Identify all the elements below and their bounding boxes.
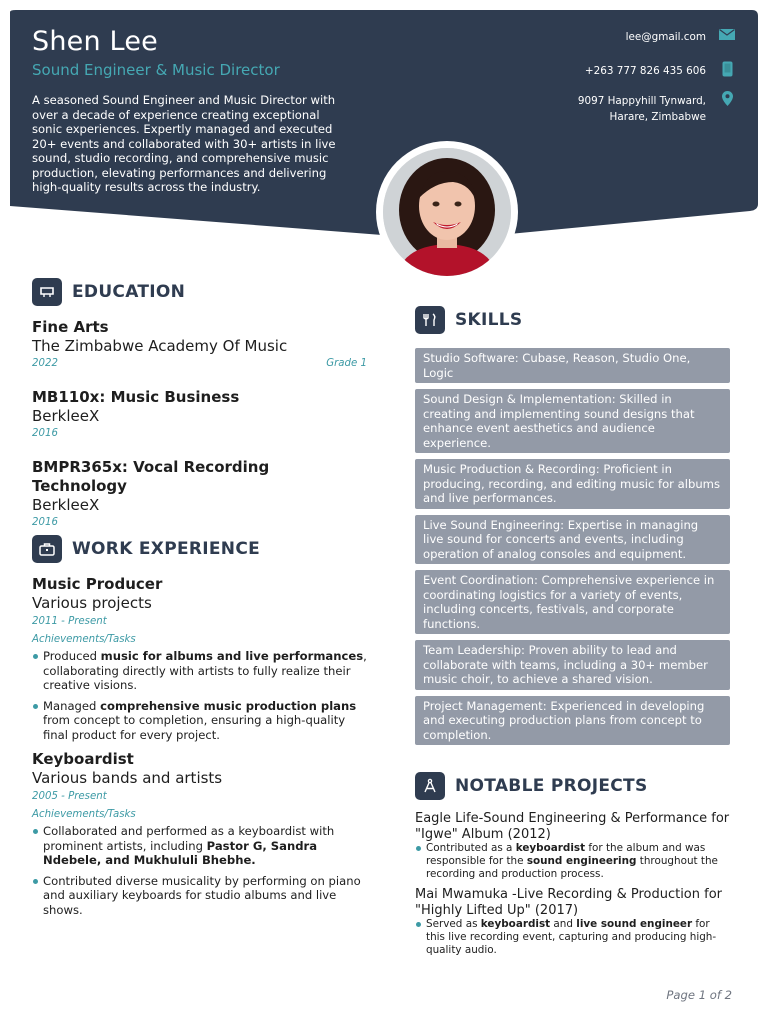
address-line-1: 9097 Happyhill Tynward,: [577, 94, 706, 107]
achievement-item: [32, 699, 367, 743]
bullet-text: throughout the recording and production process.: [426, 855, 718, 880]
job-entry: [32, 575, 367, 742]
education-year: 2016: [32, 428, 58, 439]
bullet-text: Managed: [43, 698, 101, 713]
skills-list: [415, 348, 730, 751]
briefcase-icon: [32, 535, 62, 563]
achievement-item: [32, 874, 367, 918]
bullet-text: for this live recording event, capturing and producing high-quality audio.: [426, 918, 717, 956]
contact-phone[interactable]: [585, 61, 736, 81]
institution-name: BerkleeX: [32, 496, 100, 514]
job-organization: Various bands and artists: [32, 769, 223, 787]
achievements-label: Achievements/Tasks: [32, 809, 136, 820]
compass-icon: [415, 772, 445, 800]
bullet-text: for the album and was responsible for the: [426, 842, 706, 867]
achievement-item: [32, 824, 367, 868]
project-entry: [415, 811, 730, 881]
bullet-text: and: [550, 918, 577, 930]
skill-tag: Team Leadership: Proven ability to lead and collaborate with teams, including a 30+ member music choir, to achieve a shared vision.: [415, 640, 730, 690]
education-grade: Grade 1: [326, 358, 367, 369]
skills-heading: [415, 306, 522, 334]
skill-tag: Music Production & Recording: Proficient in producing, recording, and editing music for albums and live performances.: [415, 459, 730, 509]
degree-name: BMPR365x: Vocal Recording Technology: [32, 458, 270, 495]
bullet-text: Produced: [43, 649, 101, 663]
degree-name: MB110x: Music Business: [32, 388, 240, 406]
bullet-text: Contributed diverse musicality by performing on piano and auxiliary keyboards for studio albums and live shows.: [43, 873, 361, 917]
project-bullet: [415, 918, 730, 957]
education-list: [32, 318, 367, 547]
skill-tag: Live Sound Engineering: Expertise in managing live sound for concerts and events, including operation of analog consoles and equipment.: [415, 515, 730, 565]
project-bullets: [415, 842, 730, 881]
job-entry: [32, 750, 367, 917]
address-line-2: Harare, Zimbabwe: [609, 111, 706, 123]
skill-tag: Studio Software: Cubase, Reason, Studio One, Logic: [415, 348, 730, 383]
contact-address: [578, 91, 736, 124]
project-entry: [415, 887, 730, 957]
profile-photo: [383, 148, 511, 276]
bullet-emphasis: keyboardist: [480, 918, 551, 930]
candidate-role: Sound Engineer & Music Director: [32, 61, 280, 79]
education-meta: [32, 356, 367, 372]
job-title: Keyboardist: [32, 750, 134, 768]
education-title: EDUCATION: [72, 282, 186, 302]
achievement-item: [32, 649, 367, 693]
bullet-text: from concept to completion, ensuring a high-quality final product for every project.: [43, 713, 346, 742]
projects-list: [415, 811, 730, 963]
bullet-text: Contributed as a: [426, 842, 516, 854]
envelope-icon: [718, 29, 736, 44]
projects-heading: [415, 772, 648, 800]
job-organization: Various projects: [32, 594, 152, 612]
project-title: Eagle Life-Sound Engineering & Performance for "Igwe" Album (2012): [415, 811, 730, 842]
project-title: Mai Mwamuka -Live Recording & Production for "Highly Lifted Up" (2017): [415, 887, 723, 918]
bullet-emphasis: comprehensive music production plans: [100, 698, 357, 713]
job-dates: 2005 - Present: [32, 791, 107, 802]
email-text[interactable]: lee@gmail.com: [625, 30, 706, 43]
profile-summary: A seasoned Sound Engineer and Music Director with over a decade of experience creating exceptional sonic experiences. Expertly managed and executed 20+ events and collaborated with 30+ artists in live sound, studio recording, and comprehensive music production, elevating performances and delivering high-quality results across the industry.: [32, 93, 336, 194]
bullet-emphasis: keyboardist: [515, 842, 586, 854]
candidate-name: Shen Lee: [32, 26, 158, 57]
institution-name: The Zimbabwe Academy Of Music: [32, 337, 288, 355]
work-heading: [32, 535, 260, 563]
skills-title: SKILLS: [455, 310, 523, 330]
institution-name: BerkleeX: [32, 407, 100, 425]
bullet-emphasis: Pastor G, Sandra Ndebele, and Mukhululi Bhebhe.: [43, 838, 318, 867]
education-heading: [32, 278, 185, 306]
graduation-icon: [32, 278, 62, 306]
education-year: 2016: [32, 517, 58, 528]
education-item: [32, 388, 367, 442]
bullet-text: Served as: [426, 918, 481, 930]
bullet-text: , collaborating directly with artists to fully realize their creative visions.: [43, 649, 367, 692]
phone-icon: [718, 61, 736, 81]
achievements-label: Achievements/Tasks: [32, 634, 136, 645]
skill-tag: Event Coordination: Comprehensive experience in coordinating logistics for a variety of events, including concerts, festivals, and corporate functions.: [415, 570, 730, 634]
job-dates: 2011 - Present: [32, 616, 107, 627]
education-item: [32, 458, 367, 531]
degree-name: Fine Arts: [32, 318, 109, 336]
phone-text[interactable]: +263 777 826 435 606: [584, 65, 706, 77]
skill-tag: Sound Design & Implementation: Skilled in creating and implementing sound designs that enhance event aesthetics and audience experience.: [415, 389, 730, 453]
job-title: Music Producer: [32, 575, 163, 593]
project-bullet: [415, 842, 730, 881]
tools-icon: [415, 306, 445, 334]
work-list: [32, 575, 367, 925]
contact-email[interactable]: [626, 29, 736, 44]
education-meta: [32, 426, 367, 442]
work-title: WORK EXPERIENCE: [72, 539, 261, 559]
project-bullets: [415, 918, 730, 957]
skill-tag: Project Management: Experienced in developing and executing production plans from concept to completion.: [415, 696, 730, 746]
education-meta: [32, 515, 367, 531]
page-number: Page 1 of 2: [666, 988, 732, 1002]
location-pin-icon: [718, 91, 736, 110]
education-item: [32, 318, 367, 372]
bullet-emphasis: live sound engineer: [576, 918, 693, 930]
projects-title: NOTABLE PROJECTS: [455, 776, 648, 796]
achievement-list: [32, 649, 367, 742]
bullet-text: Collaborated and performed as a keyboardist with prominent artists, including: [43, 824, 335, 853]
achievement-list: [32, 824, 367, 917]
education-year: 2022: [32, 358, 58, 369]
bullet-emphasis: sound engineering: [526, 855, 637, 867]
bullet-emphasis: music for albums and live performances: [100, 649, 364, 663]
